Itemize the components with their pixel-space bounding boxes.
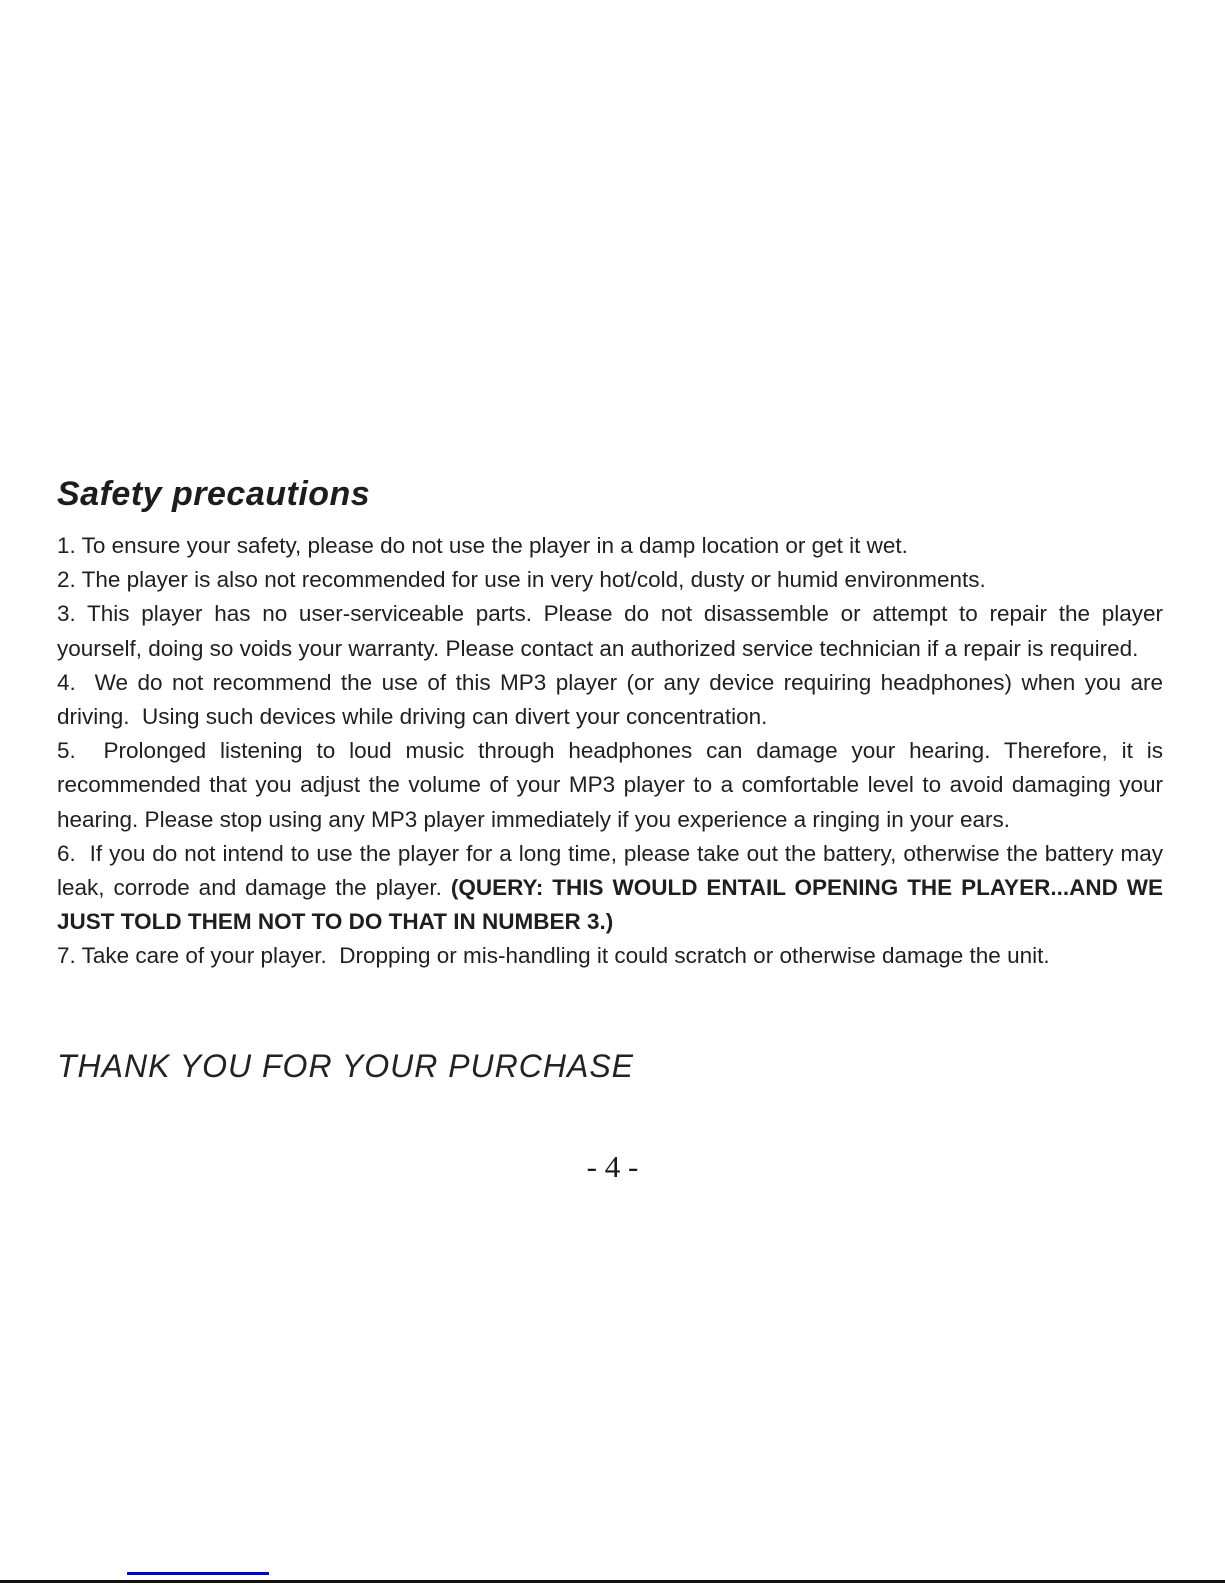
safety-item-5: 5. Prolonged listening to loud music through headphones can damage your hearing. Therefore, it is recommended that you adjust the volume of your MP3 player to a comfortable level to avoid damaging your hearing. Please stop using any MP3 player immediately if you experience a ringing in your ears. [57, 738, 1170, 832]
safety-item-4: 4. We do not recommend the use of this MP3 player (or any device requiring headphones) when you are driving. Using such devices while driving can divert your concentration. [57, 669, 1170, 730]
safety-item-6-query-note: (QUERY: THIS WOULD ENTAIL OPENING THE PLAYER...AND WE JUST TOLD THEM NOT TO DO THAT IN NUMBER 3.) [57, 875, 1170, 935]
safety-item-3: 3. This player has no user-serviceable parts. Please do not disassemble or attempt to repair the player yourself, doing so voids your warranty. Please contact an authorized service technician if a repair is required. [57, 601, 1170, 661]
safety-item-7: 7. Take care of your player. Dropping or mis-handling it could scratch or otherwise damage the unit. [57, 943, 1050, 969]
safety-item-6 [57, 837, 1170, 940]
safety-precautions-list [57, 529, 1170, 974]
page-number: - 4 - [586, 1149, 639, 1184]
page-bottom-rule [0, 1580, 1225, 1583]
thank-you-line: THANK YOU FOR YOUR PURCHASE [57, 1048, 635, 1084]
safety-item-6-text: 6. If you do not intend to use the player for a long time, please take out the battery, otherwise the battery may leak, corrode and damage the player. [57, 840, 1170, 901]
safety-item-1: 1. To ensure your safety, please do not use the player in a damp location or get it wet. [57, 533, 908, 558]
section-heading: Safety precautions [57, 474, 371, 513]
blue-link-line [127, 1572, 269, 1575]
safety-item-2: 2. The player is also not recommended for use in very hot/cold, dusty or humid environments. [57, 567, 986, 593]
